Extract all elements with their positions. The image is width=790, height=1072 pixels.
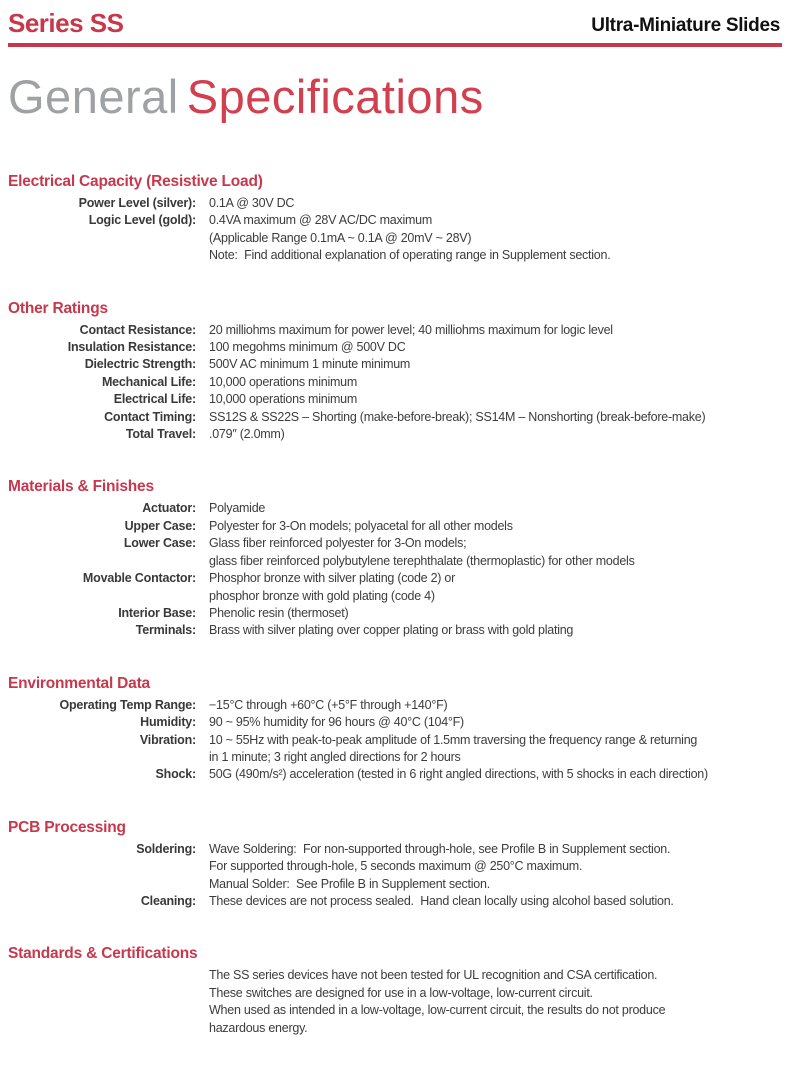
spec-row [8, 570, 782, 605]
spec-section [8, 300, 782, 444]
spec-value [209, 535, 782, 570]
spec-value-line: .079″ (2.0mm) [209, 427, 285, 442]
series-title: Series SS [8, 8, 124, 38]
spec-row [8, 732, 782, 767]
spec-value [209, 605, 782, 622]
spec-row [8, 409, 782, 426]
spec-label: Total Travel: [125, 427, 196, 442]
spec-label: Logic Level (gold): [88, 213, 196, 228]
spec-row [8, 893, 782, 910]
spec-value-line: Phenolic resin (thermoset) [209, 605, 349, 620]
spec-value [209, 714, 782, 731]
spec-label: Cleaning: [140, 893, 196, 908]
page-header [8, 8, 782, 41]
spec-value [209, 212, 782, 264]
spec-value-line: in 1 minute; 3 right angled directions for 2 hours [209, 749, 461, 764]
spec-value-line: The SS series devices have not been tested for UL recognition and CSA certification. [209, 968, 658, 983]
spec-value-line: Brass with silver plating over copper plating or brass with gold plating [209, 623, 574, 638]
spec-section [8, 945, 782, 1037]
spec-value-line: These switches are designed for use in a low-voltage, low-current circuit. [209, 985, 593, 1000]
spec-label: Shock: [155, 767, 196, 782]
spec-value-line: Polyester for 3-On models; polyacetal for all other models [209, 518, 513, 533]
spec-label: Terminals: [135, 623, 196, 638]
spec-value [209, 841, 782, 893]
spec-value-line: 10,000 operations minimum [209, 392, 357, 407]
spec-row [8, 391, 782, 408]
spec-value-line: When used as intended in a low-voltage, low-current circuit, the results do not produce [209, 1003, 666, 1018]
spec-value-line: 50G (490m/s²) acceleration (tested in 6 right angled directions, with 5 shocks in each direction) [209, 767, 708, 782]
spec-value-line: (Applicable Range 0.1mA ~ 0.1A @ 20mV ~ 28V) [209, 230, 472, 245]
spec-value [209, 732, 782, 767]
header-rule [8, 43, 782, 47]
spec-value [209, 570, 782, 605]
spec-label: Lower Case: [123, 536, 196, 551]
spec-label: Vibration: [139, 732, 196, 747]
page-title [8, 71, 782, 127]
spec-value [209, 622, 782, 639]
spec-row [8, 535, 782, 570]
spec-value-line: 10 ~ 55Hz with peak-to-peak amplitude of 1.5mm traversing the frequency range & returning [209, 732, 698, 747]
spec-label: Insulation Resistance: [67, 340, 196, 355]
spec-row [8, 339, 782, 356]
spec-value-line: Phosphor bronze with silver plating (code 2) or [209, 571, 456, 586]
spec-row [8, 841, 782, 893]
spec-label: Mechanical Life: [101, 374, 196, 389]
spec-row [8, 322, 782, 339]
spec-label: Contact Timing: [104, 409, 196, 424]
spec-value-line: Polyamide [209, 501, 266, 516]
spec-section [8, 478, 782, 639]
spec-row [8, 697, 782, 714]
spec-label: Power Level (silver): [78, 196, 196, 210]
spec-label: Electrical Life: [113, 392, 196, 407]
spec-value [209, 356, 782, 373]
page-title-word-specifications: Specifications [186, 70, 484, 123]
spec-row [8, 967, 782, 1037]
spec-value-line: 0.4VA maximum @ 28V AC/DC maximum [209, 213, 433, 228]
spec-row [8, 605, 782, 622]
spec-value [209, 391, 782, 408]
spec-label: Interior Base: [118, 605, 196, 620]
spec-value [209, 766, 782, 783]
spec-row [8, 766, 782, 783]
spec-value [209, 339, 782, 356]
spec-row [8, 374, 782, 391]
spec-label: Operating Temp Range: [59, 697, 196, 712]
section-heading: Standards & Certifications [8, 945, 198, 963]
section-heading: Materials & Finishes [8, 478, 154, 496]
spec-value-line: hazardous energy. [209, 1020, 308, 1035]
page-title-word-general: General [8, 70, 179, 123]
spec-section [8, 675, 782, 784]
spec-row [8, 426, 782, 443]
spec-value [209, 967, 782, 1037]
spec-row [8, 622, 782, 639]
spec-row [8, 500, 782, 517]
spec-section [8, 819, 782, 911]
spec-label: Soldering: [136, 841, 196, 856]
spec-value [209, 426, 782, 443]
product-family-title: Ultra-Miniature Slides [591, 15, 780, 36]
spec-value-line: Manual Solder: See Profile B in Supplement section. [209, 876, 490, 891]
spec-value-line: 10,000 operations minimum [209, 374, 357, 389]
spec-label: Upper Case: [124, 518, 196, 533]
spec-value [209, 500, 782, 517]
spec-section [8, 173, 782, 265]
spec-value-line: 0.1A @ 30V DC [209, 196, 295, 210]
spec-value [209, 409, 782, 426]
spec-value [209, 518, 782, 535]
spec-value-line: Wave Soldering: For non-supported through-hole, see Profile B in Supplement section. [209, 841, 671, 856]
spec-value-line: glass fiber reinforced polybutylene terephthalate (thermoplastic) for other models [209, 553, 635, 568]
section-heading: PCB Processing [8, 818, 126, 836]
spec-value-line: phosphor bronze with gold plating (code 4) [209, 588, 435, 603]
section-heading: Other Ratings [8, 299, 108, 317]
section-heading: Electrical Capacity (Resistive Load) [8, 173, 263, 190]
spec-value-line: These devices are not process sealed. Hand clean locally using alcohol based solution. [209, 893, 674, 908]
spec-value [209, 697, 782, 714]
spec-value-line: For supported through-hole, 5 seconds maximum @ 250°C maximum. [209, 859, 583, 874]
spec-value-line: 90 ~ 95% humidity for 96 hours @ 40°C (104°F) [209, 715, 464, 730]
spec-value [209, 322, 782, 339]
spec-label [8, 967, 196, 1037]
spec-row [8, 518, 782, 535]
spec-value-line: 20 milliohms maximum for power level; 40 milliohms maximum for logic level [209, 322, 613, 337]
spec-value [209, 195, 782, 212]
spec-sections [8, 173, 782, 1037]
spec-value-line: 100 megohms minimum @ 500V DC [209, 340, 406, 355]
spec-value-line: Note: Find additional explanation of operating range in Supplement section. [209, 248, 611, 263]
spec-value [209, 374, 782, 391]
spec-label: Actuator: [142, 501, 196, 516]
section-heading: Environmental Data [8, 674, 150, 692]
spec-row [8, 356, 782, 373]
spec-row [8, 195, 782, 212]
spec-row [8, 714, 782, 731]
spec-value-line: Glass fiber reinforced polyester for 3-On models; [209, 536, 467, 551]
spec-label: Dielectric Strength: [84, 357, 196, 372]
spec-row [8, 212, 782, 264]
spec-value-line: SS12S & SS22S – Shorting (make-before-break); SS14M – Nonshorting (break-before-make) [209, 409, 706, 424]
spec-value [209, 893, 782, 910]
spec-label: Humidity: [140, 715, 196, 730]
spec-label: Contact Resistance: [79, 322, 196, 337]
spec-label: Movable Contactor: [82, 571, 196, 586]
spec-value-line: −15°C through +60°C (+5°F through +140°F) [209, 697, 448, 712]
spec-value-line: 500V AC minimum 1 minute minimum [209, 357, 411, 372]
